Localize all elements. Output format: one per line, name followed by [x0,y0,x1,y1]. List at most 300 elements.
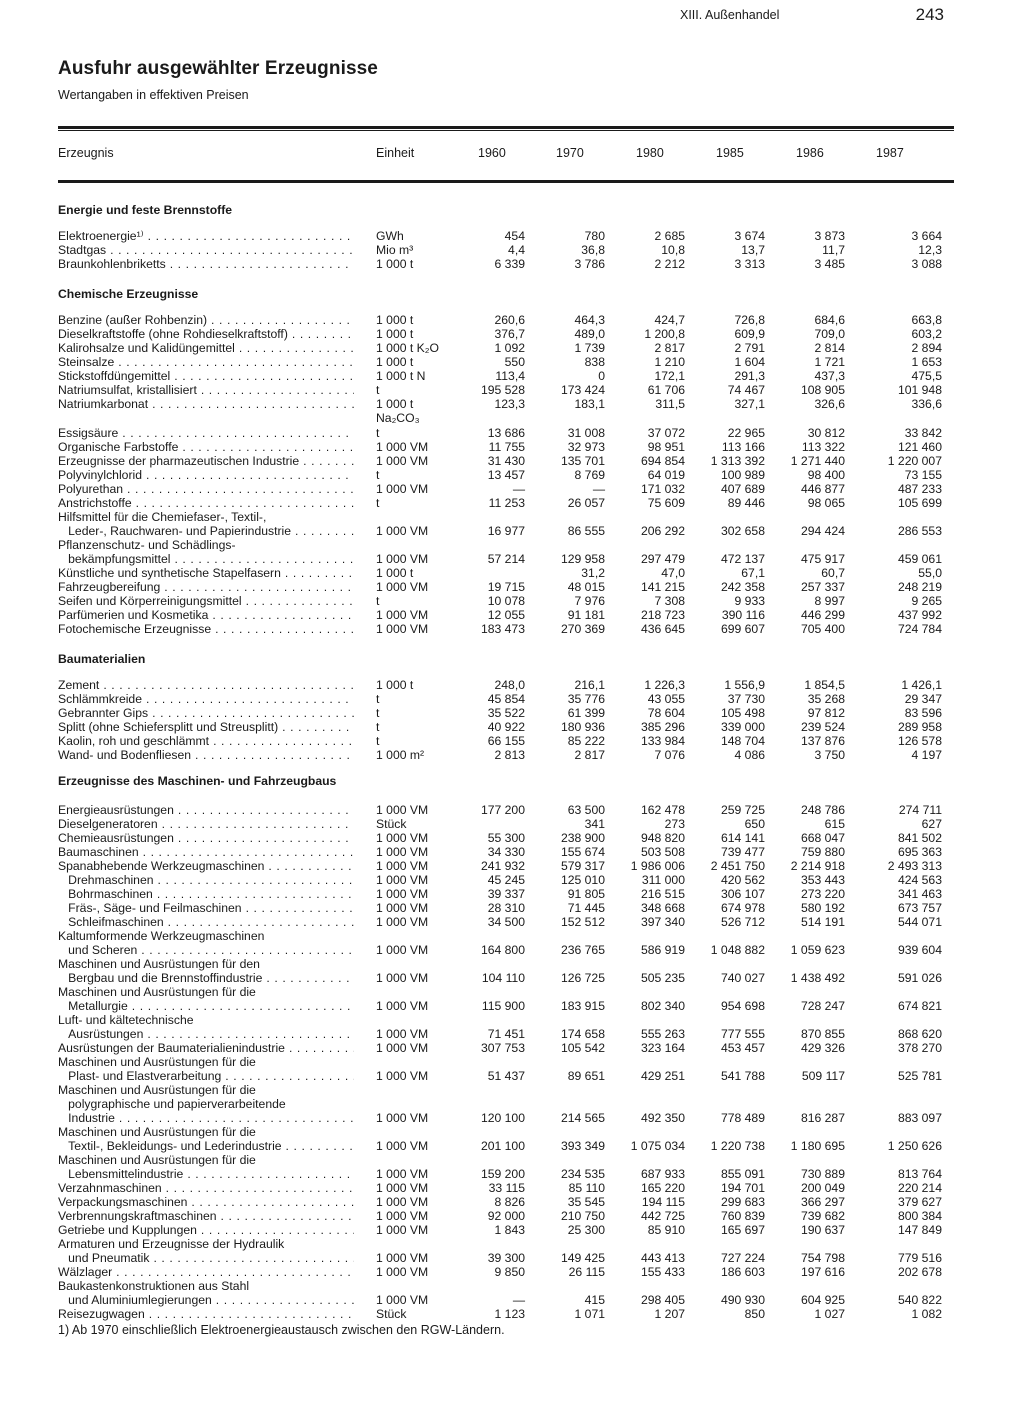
cell-1985: 22 965 [727,426,765,440]
cell-1986: 1 059 623 [790,943,845,957]
cell-1980: 424,7 [654,313,685,327]
table-row [0,999,1024,1013]
cell-1985: 302 658 [720,524,765,538]
table-row [0,1069,1024,1083]
table-row [0,706,1024,720]
row-label: Verzahnmaschinen . . . [58,1181,354,1195]
row-label: Maschinen und Ausrüstungen für die [58,1055,256,1069]
row-label: und Pneumatik . . . [58,1251,354,1265]
table-row [0,859,1024,873]
cell-1986: 273 220 [800,887,845,901]
cell-1986: 137 876 [800,734,845,748]
cell-1987: 487 233 [897,482,942,496]
row-label: Elektroenergie¹⁾ . . . [58,229,354,243]
row-label: Baukastenkonstruktionen aus Stahl [58,1279,250,1293]
cell-1970: 89 651 [567,1069,605,1083]
cell-1986: 3 750 [814,748,845,762]
cell-1960: 1 123 [494,1307,525,1321]
cell-1986: 1 027 [814,1307,845,1321]
footnote: 1) Ab 1970 einschließlich Elektroenergieaustausch zwischen den RGW-Ländern. [58,1323,505,1337]
row-unit: GWh [376,229,404,243]
cell-1987: 437 992 [897,608,942,622]
row-label: Bohrmaschinen . . . [58,887,354,901]
table-row [0,831,1024,845]
cell-1987: 695 363 [897,845,942,859]
cell-1985: 541 788 [720,1069,765,1083]
cell-1980: 172,1 [654,369,685,383]
row-unit: t [376,734,380,748]
cell-1986: 709,0 [814,327,845,341]
table-row [0,355,1024,369]
cell-1980: 948 820 [640,831,685,845]
row-label: Textil-, Bekleidungs- und Lederindustrie . . . [58,1139,354,1153]
table-row [0,678,1024,692]
row-label: Getriebe und Kupplungen . . . [58,1223,354,1237]
row-unit: 1 000 VM [376,1041,429,1055]
row-unit: t [376,468,380,482]
cell-1985: 4 086 [734,748,765,762]
cell-1987: 674 821 [897,999,942,1013]
row-unit: 1 000 VM [376,1195,429,1209]
row-unit: 1 000 VM [376,454,429,468]
table-row [0,1153,1024,1167]
row-unit: 1 000 t N [376,369,426,383]
table-row [0,538,1024,552]
cell-1970: 183 915 [560,999,605,1013]
cell-1980: 1 226,3 [644,678,685,692]
cell-1987: 591 026 [897,971,942,985]
cell-1986: 108 905 [800,383,845,397]
row-label: und Aluminiumlegierungen . . . [58,1293,354,1307]
cell-1987: 603,2 [911,327,942,341]
cell-1987: 1 426,1 [901,678,942,692]
row-label: Kaolin, roh und geschlämmt . . . [58,734,354,748]
cell-1987: 220 214 [897,1181,942,1195]
cell-1980: 505 235 [640,971,685,985]
row-unit: 1 000 VM [376,831,429,845]
cell-1985: 726,8 [734,313,765,327]
cell-1985: 1 556,9 [724,678,765,692]
cell-1980: 165 220 [640,1181,685,1195]
cell-1980: 586 919 [640,943,685,957]
col-header-einheit: Einheit [376,146,415,160]
cell-1986: 816 287 [800,1111,845,1125]
row-label: Dieselgeneratoren . . . [58,817,354,831]
table-row [0,341,1024,355]
row-label: Chemieausrüstungen . . . [58,831,354,845]
cell-1987: 378 270 [897,1041,942,1055]
table-row [0,873,1024,887]
section-title: Energie und feste Brennstoffe [58,203,233,217]
cell-1970: 31,2 [581,566,605,580]
cell-1987: 336,6 [911,397,942,411]
cell-1986: 3 485 [814,257,845,271]
row-unit: 1 000 VM [376,622,429,636]
cell-1986: 684,6 [814,313,845,327]
cell-1986: 11,7 [822,243,845,257]
row-unit: t [376,496,380,510]
cell-1980: 133 984 [640,734,685,748]
cell-1970: 35 776 [567,692,605,706]
cell-1987: 2 894 [911,341,942,355]
cell-1987: 248 219 [897,580,942,594]
cell-1985: 727 224 [720,1251,765,1265]
cell-1987: 9 265 [911,594,942,608]
row-label: Erzeugnisse der pharmazeutischen Industrie . . . [58,454,354,468]
row-label: Wand- und Bodenfliesen . . . [58,748,354,762]
cell-1987: 2 493 313 [887,859,942,873]
cell-1960: 71 451 [487,1027,525,1041]
cell-1970: 3 786 [574,257,605,271]
cell-1960: 550 [504,355,525,369]
cell-1970: 341 [584,817,605,831]
row-unit: 1 000 m² [376,748,425,762]
cell-1987: 883 097 [897,1111,942,1125]
cell-1980: 2 212 [654,257,685,271]
row-label: Fräs-, Säge- und Feilmaschinen . . . [58,901,354,915]
cell-1960: 159 200 [480,1167,525,1181]
row-label: Splitt (ohne Schiefersplitt und Streusplitt) . . . [58,720,354,734]
row-label: Essigsäure . . . [58,426,354,440]
cell-1985: 242 358 [720,580,765,594]
cell-1985: 306 107 [720,887,765,901]
cell-1980: 218 723 [640,608,685,622]
cell-1960: 260,6 [494,313,525,327]
cell-1960: 12 055 [487,608,525,622]
table-header [58,146,954,162]
row-unit: 1 000 VM [376,524,429,538]
cell-1970: 126 725 [560,971,605,985]
row-unit: 1 000 VM [376,482,429,496]
cell-1980: 1 210 [654,355,685,369]
cell-1970: 1 071 [574,1307,605,1321]
cell-1986: 1 854,5 [804,678,845,692]
col-header-1986: 1986 [796,146,824,160]
cell-1980: 687 933 [640,1167,685,1181]
cell-1985: 1 220 738 [710,1139,765,1153]
cell-1985: 89 446 [727,496,765,510]
row-label: Metallurgie . . . [58,999,354,1013]
cell-1960: 248,0 [494,678,525,692]
cell-1960: 183 473 [480,622,525,636]
row-unit: 1 000 VM [376,915,429,929]
cell-1986: 200 049 [800,1181,845,1195]
cell-1970: 125 010 [560,873,605,887]
cell-1970: 31 008 [567,426,605,440]
col-header-1985: 1985 [716,146,744,160]
row-label: Künstliche und synthetische Stapelfasern . . . [58,566,354,580]
row-label: Stadtgas . . . [58,243,354,257]
cell-1986: 475 917 [800,552,845,566]
cell-1970: 174 658 [560,1027,605,1041]
table-row [0,1195,1024,1209]
cell-1986: 870 855 [800,1027,845,1041]
row-label: Natriumsulfat, kristallisiert . . . [58,383,354,397]
row-unit: t [376,594,380,608]
row-label: Hilfsmittel für die Chemiefaser-, Textil-, [58,510,267,524]
cell-1987: 841 502 [897,831,942,845]
cell-1980: 442 725 [640,1209,685,1223]
cell-1980: 98 951 [647,440,685,454]
row-unit: 1 000 VM [376,1251,429,1265]
row-unit: 1 000 VM [376,1139,429,1153]
row-label: Parfümerien und Kosmetika . . . [58,608,354,622]
table-row [0,327,1024,341]
header-rule [58,180,954,183]
table-row [0,929,1024,943]
cell-1986: 604 925 [800,1293,845,1307]
row-unit: 1 000 t K₂O [376,341,439,355]
table-row [0,1293,1024,1307]
cell-1985: 1 313 392 [710,454,765,468]
cell-1986: 60,7 [821,566,845,580]
row-unit: 1 000 VM [376,971,429,985]
cell-1980: 436 645 [640,622,685,636]
row-unit: 1 000 VM [376,873,429,887]
cell-1987: 121 460 [897,440,942,454]
cell-1960: 6 339 [494,257,525,271]
page-subtitle: Wertangaben in effektiven Preisen [58,88,249,102]
cell-1985: 299 683 [720,1195,765,1209]
cell-1960: 39 337 [487,887,525,901]
cell-1986: 668 047 [800,831,845,845]
cell-1987: 101 948 [897,383,942,397]
cell-1970: 85 222 [567,734,605,748]
cell-1986: 759 880 [800,845,845,859]
cell-1985: 526 712 [720,915,765,929]
cell-1960: 31 430 [487,454,525,468]
cell-1987: 544 071 [897,915,942,929]
cell-1970: 8 769 [574,468,605,482]
section-title: Chemische Erzeugnisse [58,287,199,301]
cell-1970: 183,1 [574,397,605,411]
cell-1980: 1 986 006 [630,859,685,873]
row-label: Fotochemische Erzeugnisse . . . [58,622,354,636]
row-unit: 1 000 VM [376,859,429,873]
row-label: Braunkohlenbriketts . . . [58,257,354,271]
cell-1980: 47,0 [661,566,685,580]
row-unit: 1 000 VM [376,1069,429,1083]
row-label: Polyurethan . . . [58,482,354,496]
row-unit: 1 000 VM [376,1293,429,1307]
table-row [0,1055,1024,1069]
cell-1970: 238 900 [560,831,605,845]
cell-1960: 92 000 [487,1209,525,1223]
row-label: Dieselkraftstoffe (ohne Rohdieselkraftstoff) . . . [58,327,354,341]
cell-1987: 289 958 [897,720,942,734]
cell-1986: 730 889 [800,1167,845,1181]
table-row [0,552,1024,566]
cell-1986: 1 271 440 [790,454,845,468]
cell-1970: 2 817 [574,748,605,762]
cell-1986: 257 337 [800,580,845,594]
cell-1960: 19 715 [487,580,525,594]
cell-1987: 33 842 [904,426,942,440]
cell-1970: 210 750 [560,1209,605,1223]
section-title: Erzeugnisse des Maschinen- und Fahrzeugbaus [58,774,337,788]
cell-1960: 39 300 [487,1251,525,1265]
cell-1970: 415 [584,1293,605,1307]
table-row [0,901,1024,915]
cell-1970: 71 445 [567,901,605,915]
cell-1985: 407 689 [720,482,765,496]
section-heading [0,774,1024,788]
cell-1970: 63 500 [567,803,605,817]
row-unit: 1 000 t [376,327,414,341]
cell-1985: 777 555 [720,1027,765,1041]
row-unit: 1 000 VM [376,580,429,594]
table-row [0,1027,1024,1041]
cell-1980: 155 433 [640,1265,685,1279]
table-row [0,1265,1024,1279]
col-header-1970: 1970 [556,146,584,160]
row-label: Verpackungsmaschinen . . . [58,1195,354,1209]
cell-1960: 13 686 [487,426,525,440]
cell-1985: 105 498 [720,706,765,720]
cell-1980: 311 000 [641,873,685,887]
cell-1970: 25 300 [567,1223,605,1237]
table-row [0,243,1024,257]
table-row [0,985,1024,999]
table-row [0,482,1024,496]
cell-1980: 297 479 [640,552,685,566]
cell-1960: 376,7 [494,327,525,341]
cell-1960: 104 110 [481,971,525,985]
table-row [0,580,1024,594]
row-label: Industrie . . . [58,1111,354,1125]
cell-1985: 327,1 [734,397,765,411]
cell-1987: 202 678 [897,1265,942,1279]
cell-1987: 800 384 [897,1209,942,1223]
cell-1986: 197 616 [800,1265,845,1279]
cell-1987: 1 250 626 [887,1139,942,1153]
cell-1970: 155 674 [560,845,605,859]
cell-1960: 10 078 [487,594,525,608]
cell-1986: 514 191 [800,915,845,929]
cell-1985: 259 725 [720,803,765,817]
table-row [0,383,1024,397]
table-row [0,454,1024,468]
row-unit: 1 000 VM [376,1181,429,1195]
row-label: und Scheren . . . [58,943,354,957]
cell-1986: 1 721 [814,355,845,369]
row-label: Schlämmkreide . . . [58,692,354,706]
cell-1960: 454 [504,229,525,243]
cell-1986: 580 192 [800,901,845,915]
cell-1986: 739 682 [800,1209,845,1223]
cell-1987: 424 563 [897,873,942,887]
cell-1980: 298 405 [640,1293,685,1307]
cell-1970: 393 349 [560,1139,605,1153]
cell-1987: 147 849 [897,1223,942,1237]
cell-1960: 45 245 [487,873,525,887]
cell-1970: 105 542 [560,1041,605,1055]
table-row [0,524,1024,538]
cell-1985: 390 116 [721,608,765,622]
cell-1987: 286 553 [897,524,942,538]
row-label: bekämpfungsmittel . . . [58,552,354,566]
cell-1987: 55,0 [918,566,942,580]
table-row [0,1279,1024,1293]
cell-1985: 165 697 [720,1223,765,1237]
page-number: 243 [915,5,944,24]
row-label: Verbrennungskraftmaschinen . . . [58,1209,354,1223]
row-unit: 1 000 t [376,257,414,271]
cell-1960: 1 092 [494,341,525,355]
cell-1985: 3 674 [734,229,765,243]
cell-1970: 91 805 [567,887,605,901]
cell-1980: 555 263 [640,1027,685,1041]
cell-1985: 472 137 [720,552,765,566]
cell-1987: 627 [921,817,942,831]
cell-1985: 74 467 [727,383,765,397]
table-row [0,1125,1024,1139]
cell-1980: 2 685 [654,229,685,243]
table-row [0,257,1024,271]
row-unit: 1 000 VM [376,887,429,901]
row-unit: t [376,720,380,734]
cell-1986: 437,3 [814,369,845,383]
cell-1980: 85 910 [647,1223,685,1237]
cell-1985: 148 704 [720,734,765,748]
row-unit: Stück [376,817,407,831]
row-label: Drehmaschinen . . . [58,873,354,887]
cell-1987: 83 596 [904,706,942,720]
table-row [0,468,1024,482]
row-unit: 1 000 VM [376,1209,429,1223]
cell-1987: 663,8 [911,313,942,327]
cell-1960: 1 843 [494,1223,525,1237]
row-label: Organische Farbstoffe . . . [58,440,354,454]
cell-1980: 64 019 [647,468,685,482]
cell-1970: 0 [598,369,605,383]
col-header-1980: 1980 [636,146,664,160]
cell-1985: 100 989 [720,468,765,482]
cell-1960: 28 310 [487,901,525,915]
cell-1986: 248 786 [800,803,845,817]
col-header-erzeugnis: Erzeugnis [58,146,114,160]
cell-1985: 954 698 [720,999,765,1013]
cell-1986: 705 400 [800,622,845,636]
row-unit: Na₂CO₃ [376,411,420,425]
table-row [0,1041,1024,1055]
cell-1985: 739 477 [720,845,765,859]
cell-1970: 61 399 [567,706,605,720]
row-label: Steinsalze . . . [58,355,354,369]
table-row [0,957,1024,971]
cell-1960: 45 854 [487,692,525,706]
cell-1970: 135 701 [560,454,605,468]
cell-1960: 9 850 [494,1265,525,1279]
table-row [0,1209,1024,1223]
cell-1980: 75 609 [647,496,685,510]
table-row [0,510,1024,524]
cell-1970: 270 369 [560,622,605,636]
row-unit: t [376,383,380,397]
table-row [0,369,1024,383]
table-row [0,971,1024,985]
cell-1985: 674 978 [720,901,765,915]
cell-1985: 9 933 [734,594,765,608]
section-title: Baumaterialien [58,652,146,666]
cell-1960: — [512,482,525,496]
row-label: Armaturen und Erzeugnisse der Hydraulik [58,1237,285,1251]
row-unit: 1 000 t [376,678,414,692]
row-label: Ausrüstungen . . . [58,1027,354,1041]
cell-1986: 754 798 [800,1251,845,1265]
cell-1985: 67,1 [741,566,765,580]
cell-1970: 173 424 [560,383,605,397]
